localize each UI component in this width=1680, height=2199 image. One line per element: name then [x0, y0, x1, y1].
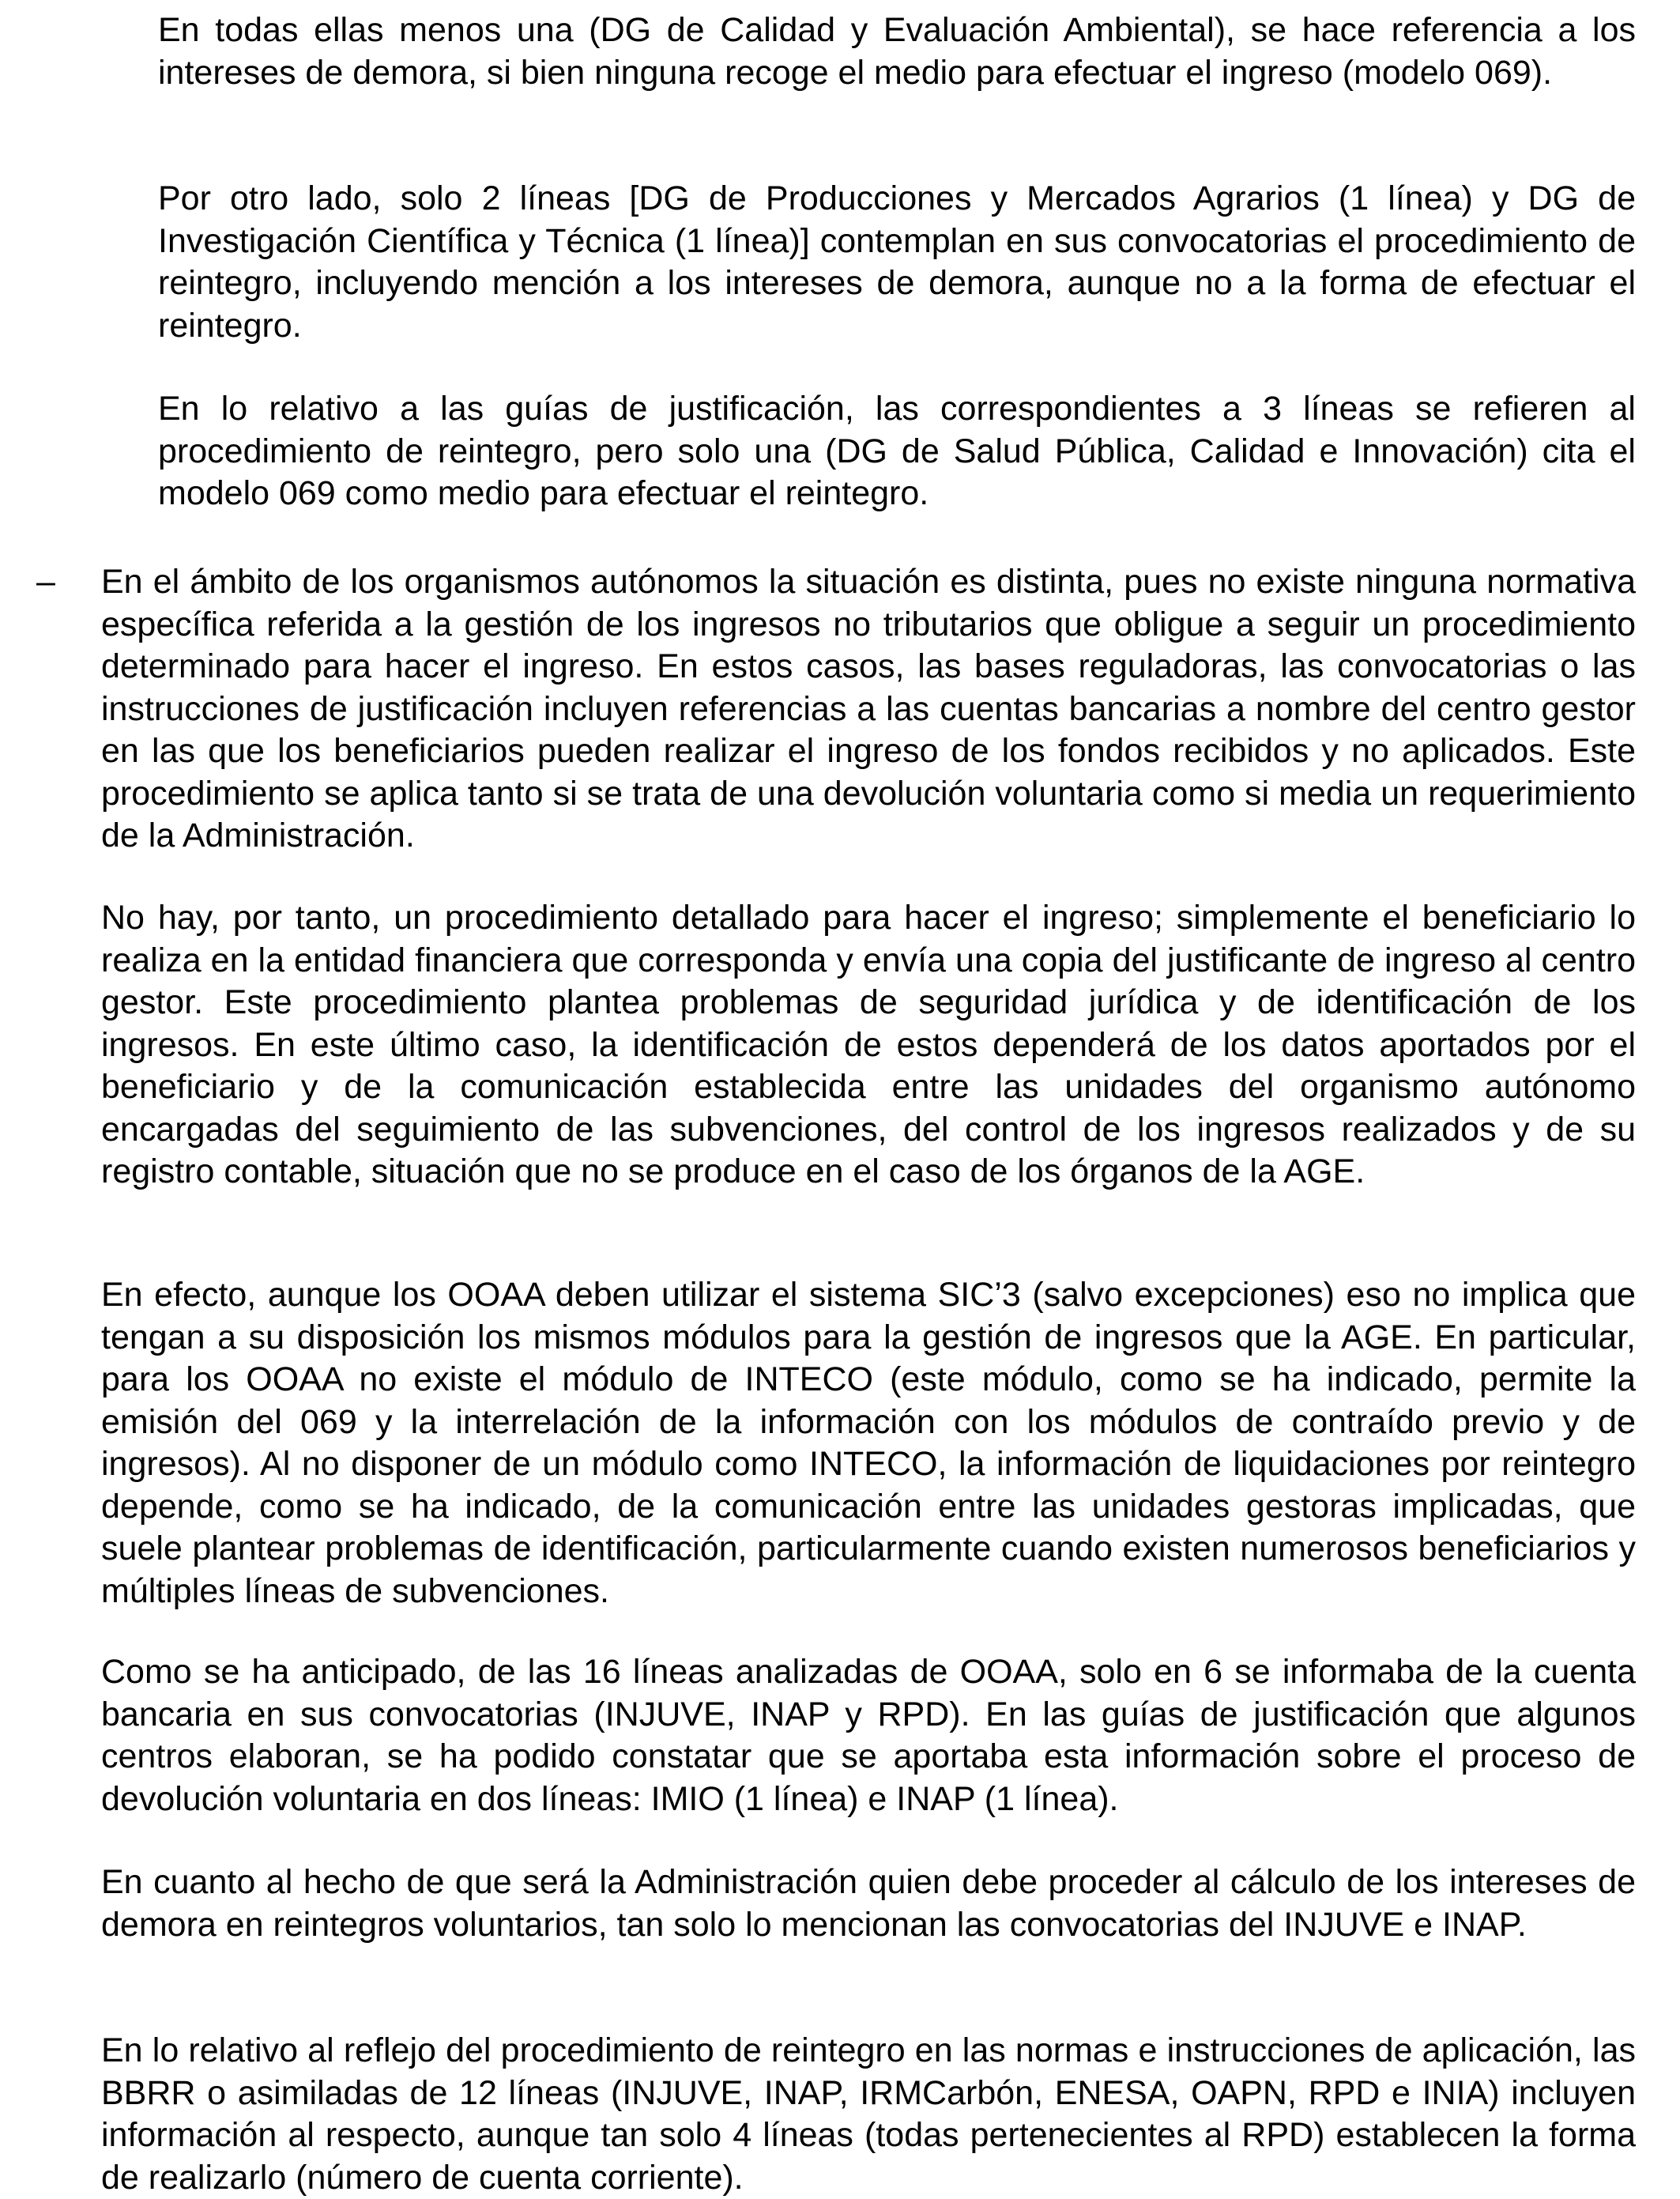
paragraph-procedimiento-detallado: No hay, por tanto, un procedimiento detallado para hacer el ingreso; simplemente el beneficiario lo realiza en la entidad financiera que corresponda y envía una copia del justificante de ingreso al centro gestor. Este procedimiento plantea problemas de seguridad jurídica y de identificación de los ingresos. En este último caso, la identificación de estos dependerá de los datos aportados por el beneficiario y de la comunicación establecida entre las unidades del organismo autónomo encargadas del seguimiento de las subvenciones, del control de los ingresos realizados y de su registro contable, situación que no se produce en el caso de los órganos de la AGE.	[101, 899, 1636, 1190]
paragraph-sistema-sic3: En efecto, aunque los OOAA deben utilizar el sistema SIC’3 (salvo excepciones) eso no implica que tengan a su disposición los mismos módulos para la gestión de ingresos que la AGE. En particular, para los OOAA no existe el módulo de INTECO (este módulo, como se ha indicado, permite la emisión del 069 y la interrelación de la información con los módulos de contraído previo y de ingresos). Al no disponer de un módulo como INTECO, la información de liquidaciones por reintegro depende, como se ha indicado, de la comunicación entre las unidades gestoras implicadas, que suele plantear problemas de identificación, particularmente cuando existen numerosos beneficiarios y múltiples líneas de subvenciones.	[101, 1276, 1636, 1610]
paragraph-procedimiento-reintegro: Por otro lado, solo 2 líneas [DG de Producciones y Mercados Agrarios (1 línea) y DG de Investigación Científica y Técnica (1 línea)] contemplan en sus convocatorias el procedimiento de reintegro, incluyendo mención a los intereses de demora, aunque no a la forma de efectuar el reintegro.	[158, 179, 1636, 345]
paragraph-intereses-demora: En todas ellas menos una (DG de Calidad y Evaluación Ambiental), se hace referencia a los intereses de demora, si bien ninguna recoge el medio para efectuar el ingreso (modelo 069).	[158, 11, 1636, 92]
paragraph-calculo-intereses: En cuanto al hecho de que será la Administración quien debe proceder al cálculo de los intereses de demora en reintegros voluntarios, tan solo lo mencionan las convocatorias del INJUVE e INAP.	[101, 1863, 1636, 1944]
paragraph-normas-instrucciones: En lo relativo al reflejo del procedimiento de reintegro en las normas e instrucciones de aplicación, las BBRR o asimiladas de 12 líneas (INJUVE, INAP, IRMCarbón, ENESA, OAPN, RPD e INIA) incluyen información al respecto, aunque tan solo 4 líneas (todas pertenecientes al RPD) establecen la forma de realizarlo (número de cuenta corriente).	[101, 2031, 1636, 2197]
paragraph-guias-justificacion: En lo relativo a las guías de justificación, las correspondientes a 3 líneas se refieren al procedimiento de reintegro, pero solo una (DG de Salud Pública, Calidad e Innovación) cita el modelo 069 como medio para efectuar el reintegro.	[158, 390, 1636, 512]
paragraph-lineas-analizadas: Como se ha anticipado, de las 16 líneas analizadas de OOAA, solo en 6 se informaba de la cuenta bancaria en sus convocatorias (INJUVE, INAP y RPD). En las guías de justificación que algunos centros elaboran, se ha podido constatar que se aportaba esta información sobre el proceso de devolución voluntaria en dos líneas: IMIO (1 línea) e INAP (1 línea).	[101, 1653, 1636, 1818]
list-bullet-dash: –	[36, 563, 55, 601]
paragraph-organismos-autonomos: En el ámbito de los organismos autónomos la situación es distinta, pues no existe ninguna normativa específica referida a la gestión de los ingresos no tributarios que obligue a seguir un procedimiento determinado para hacer el ingreso. En estos casos, las bases reguladoras, las convocatorias o las instrucciones de justificación incluyen referencias a las cuentas bancarias a nombre del centro gestor en las que los beneficiarios pueden realizar el ingreso de los fondos recibidos y no aplicados. Este procedimiento se aplica tanto si se trata de una devolución voluntaria como si media un requerimiento de la Administración.	[101, 563, 1636, 854]
